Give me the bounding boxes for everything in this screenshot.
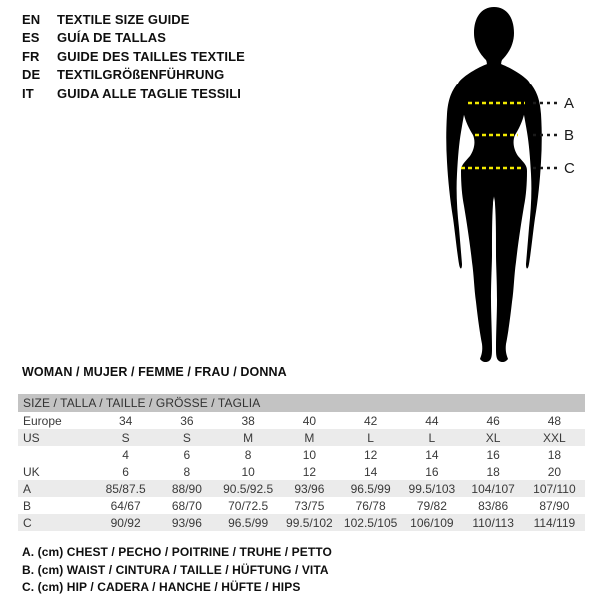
language-label: GUIDE DES TAILLES TEXTILE bbox=[57, 48, 245, 64]
language-list bbox=[22, 11, 245, 103]
table-cell: M bbox=[243, 430, 254, 445]
table-header: SIZE / TALLA / TAILLE / GRÖSSE / TAGLIA bbox=[18, 394, 585, 412]
table-cell: 14 bbox=[425, 447, 439, 462]
language-code: EN bbox=[22, 12, 41, 27]
table-cell: 102.5/105 bbox=[343, 515, 398, 530]
legend-hip: C. (cm) HIP / CADERA / HANCHE / HÜFTE / HIPS bbox=[22, 580, 301, 594]
woman-silhouette-body bbox=[457, 62, 532, 362]
table-cell: XL bbox=[485, 430, 501, 445]
measure-label-hip: C bbox=[564, 160, 575, 177]
table-cell: M bbox=[304, 430, 315, 445]
table-row-chest bbox=[18, 480, 585, 497]
row-label: B bbox=[23, 498, 32, 513]
table-cell: 83/86 bbox=[478, 498, 509, 513]
table-cell: 96.5/99 bbox=[350, 481, 391, 496]
table-cell: 110/113 bbox=[472, 515, 514, 530]
measure-label-waist: B bbox=[564, 127, 575, 144]
table-cell: 114/119 bbox=[533, 515, 576, 530]
row-label: UK bbox=[23, 464, 40, 479]
language-code: IT bbox=[22, 85, 34, 101]
table-cell: 93/96 bbox=[294, 481, 325, 496]
table-cell: 90.5/92.5 bbox=[223, 481, 274, 496]
table-cell: 76/78 bbox=[355, 498, 386, 513]
table-cell: S bbox=[121, 430, 130, 445]
table-header-row bbox=[18, 394, 585, 412]
table-row-us bbox=[18, 429, 585, 446]
section-title: WOMAN / MUJER / FEMME / FRAU / DONNA bbox=[22, 365, 287, 379]
row-label bbox=[18, 446, 95, 463]
table-cell: XXL bbox=[543, 430, 566, 445]
table-cell: 44 bbox=[425, 413, 439, 428]
table-cell: 10 bbox=[241, 464, 255, 479]
table-cell: 18 bbox=[486, 464, 500, 479]
table-cell: 42 bbox=[363, 413, 378, 428]
table-cell: 96.5/99 bbox=[228, 515, 269, 530]
table-cell: 90/92 bbox=[110, 515, 141, 530]
language-label: GUÍA DE TALLAS bbox=[57, 30, 167, 46]
table-cell: 36 bbox=[180, 413, 194, 428]
table-row-uk bbox=[18, 463, 585, 480]
table-cell: 18 bbox=[547, 447, 562, 462]
size-table bbox=[18, 394, 585, 531]
table-cell: 6 bbox=[122, 464, 129, 479]
row-label: Europe bbox=[23, 413, 62, 428]
table-cell: 107/110 bbox=[533, 481, 576, 496]
table-cell: 104/107 bbox=[471, 481, 515, 496]
row-label: A bbox=[23, 481, 32, 496]
language-code: FR bbox=[22, 48, 40, 64]
language-label: TEXTILE SIZE GUIDE bbox=[57, 12, 190, 27]
legend-waist: B. (cm) WAIST / CINTURA / TAILLE / HÜFTUNG / VITA bbox=[22, 562, 329, 577]
measure-label-chest: A bbox=[564, 95, 575, 112]
table-cell: 87/90 bbox=[539, 498, 570, 513]
table-cell: 16 bbox=[425, 464, 439, 479]
table-cell: 79/82 bbox=[416, 498, 447, 513]
language-row-fr bbox=[22, 48, 245, 66]
table-row-waist bbox=[18, 497, 585, 514]
table-cell: S bbox=[182, 430, 191, 445]
table-cell: 106/109 bbox=[410, 515, 454, 530]
row-label: US bbox=[23, 430, 40, 445]
table-cell: 64/67 bbox=[110, 498, 141, 513]
table-cell: 38 bbox=[241, 413, 255, 428]
language-code: DE bbox=[22, 67, 41, 83]
table-cell: 12 bbox=[363, 447, 378, 462]
table-cell: 99.5/102 bbox=[286, 515, 333, 530]
language-row-en bbox=[22, 11, 245, 29]
measurement-figure bbox=[430, 4, 600, 368]
table-cell: 88/90 bbox=[171, 481, 202, 496]
language-row-it bbox=[22, 85, 245, 103]
table-cell: 16 bbox=[486, 447, 500, 462]
table-cell: 93/96 bbox=[171, 515, 202, 530]
language-row-de bbox=[22, 66, 245, 84]
table-cell: 73/75 bbox=[294, 498, 325, 513]
table-cell: 68/70 bbox=[171, 498, 202, 513]
table-cell: 8 bbox=[183, 464, 191, 479]
legend-chest: A. (cm) CHEST / PECHO / POITRINE / TRUHE / PETTO bbox=[22, 545, 332, 559]
table-cell: 46 bbox=[486, 413, 500, 428]
table-cell: 14 bbox=[363, 464, 378, 479]
language-label: GUIDA ALLE TAGLIE TESSILI bbox=[57, 85, 242, 101]
measurement-legend bbox=[22, 544, 332, 597]
language-code: ES bbox=[22, 30, 40, 46]
table-cell: 40 bbox=[302, 413, 317, 428]
table-row-europe bbox=[18, 412, 585, 429]
table-cell: 99.5/103 bbox=[408, 481, 456, 496]
table-cell: 10 bbox=[302, 447, 317, 462]
table-cell: 8 bbox=[244, 447, 252, 462]
table-cell: 85/87.5 bbox=[105, 481, 146, 496]
table-cell: 6 bbox=[183, 447, 191, 462]
table-cell: 70/72.5 bbox=[228, 498, 269, 513]
table-cell: 34 bbox=[118, 413, 133, 428]
table-cell: L bbox=[428, 430, 436, 445]
row-label: C bbox=[23, 515, 32, 530]
table-cell: 48 bbox=[547, 413, 562, 428]
table-cell: 4 bbox=[122, 447, 129, 462]
table-cell: L bbox=[367, 430, 374, 445]
language-label: TEXTILGRÖßENFÜHRUNG bbox=[57, 67, 225, 83]
table-cell: 20 bbox=[547, 464, 562, 479]
table-row-hip bbox=[18, 514, 585, 531]
table-cell: 12 bbox=[302, 464, 317, 479]
table-row-us-numeric bbox=[18, 446, 585, 463]
language-row-es bbox=[22, 29, 245, 47]
